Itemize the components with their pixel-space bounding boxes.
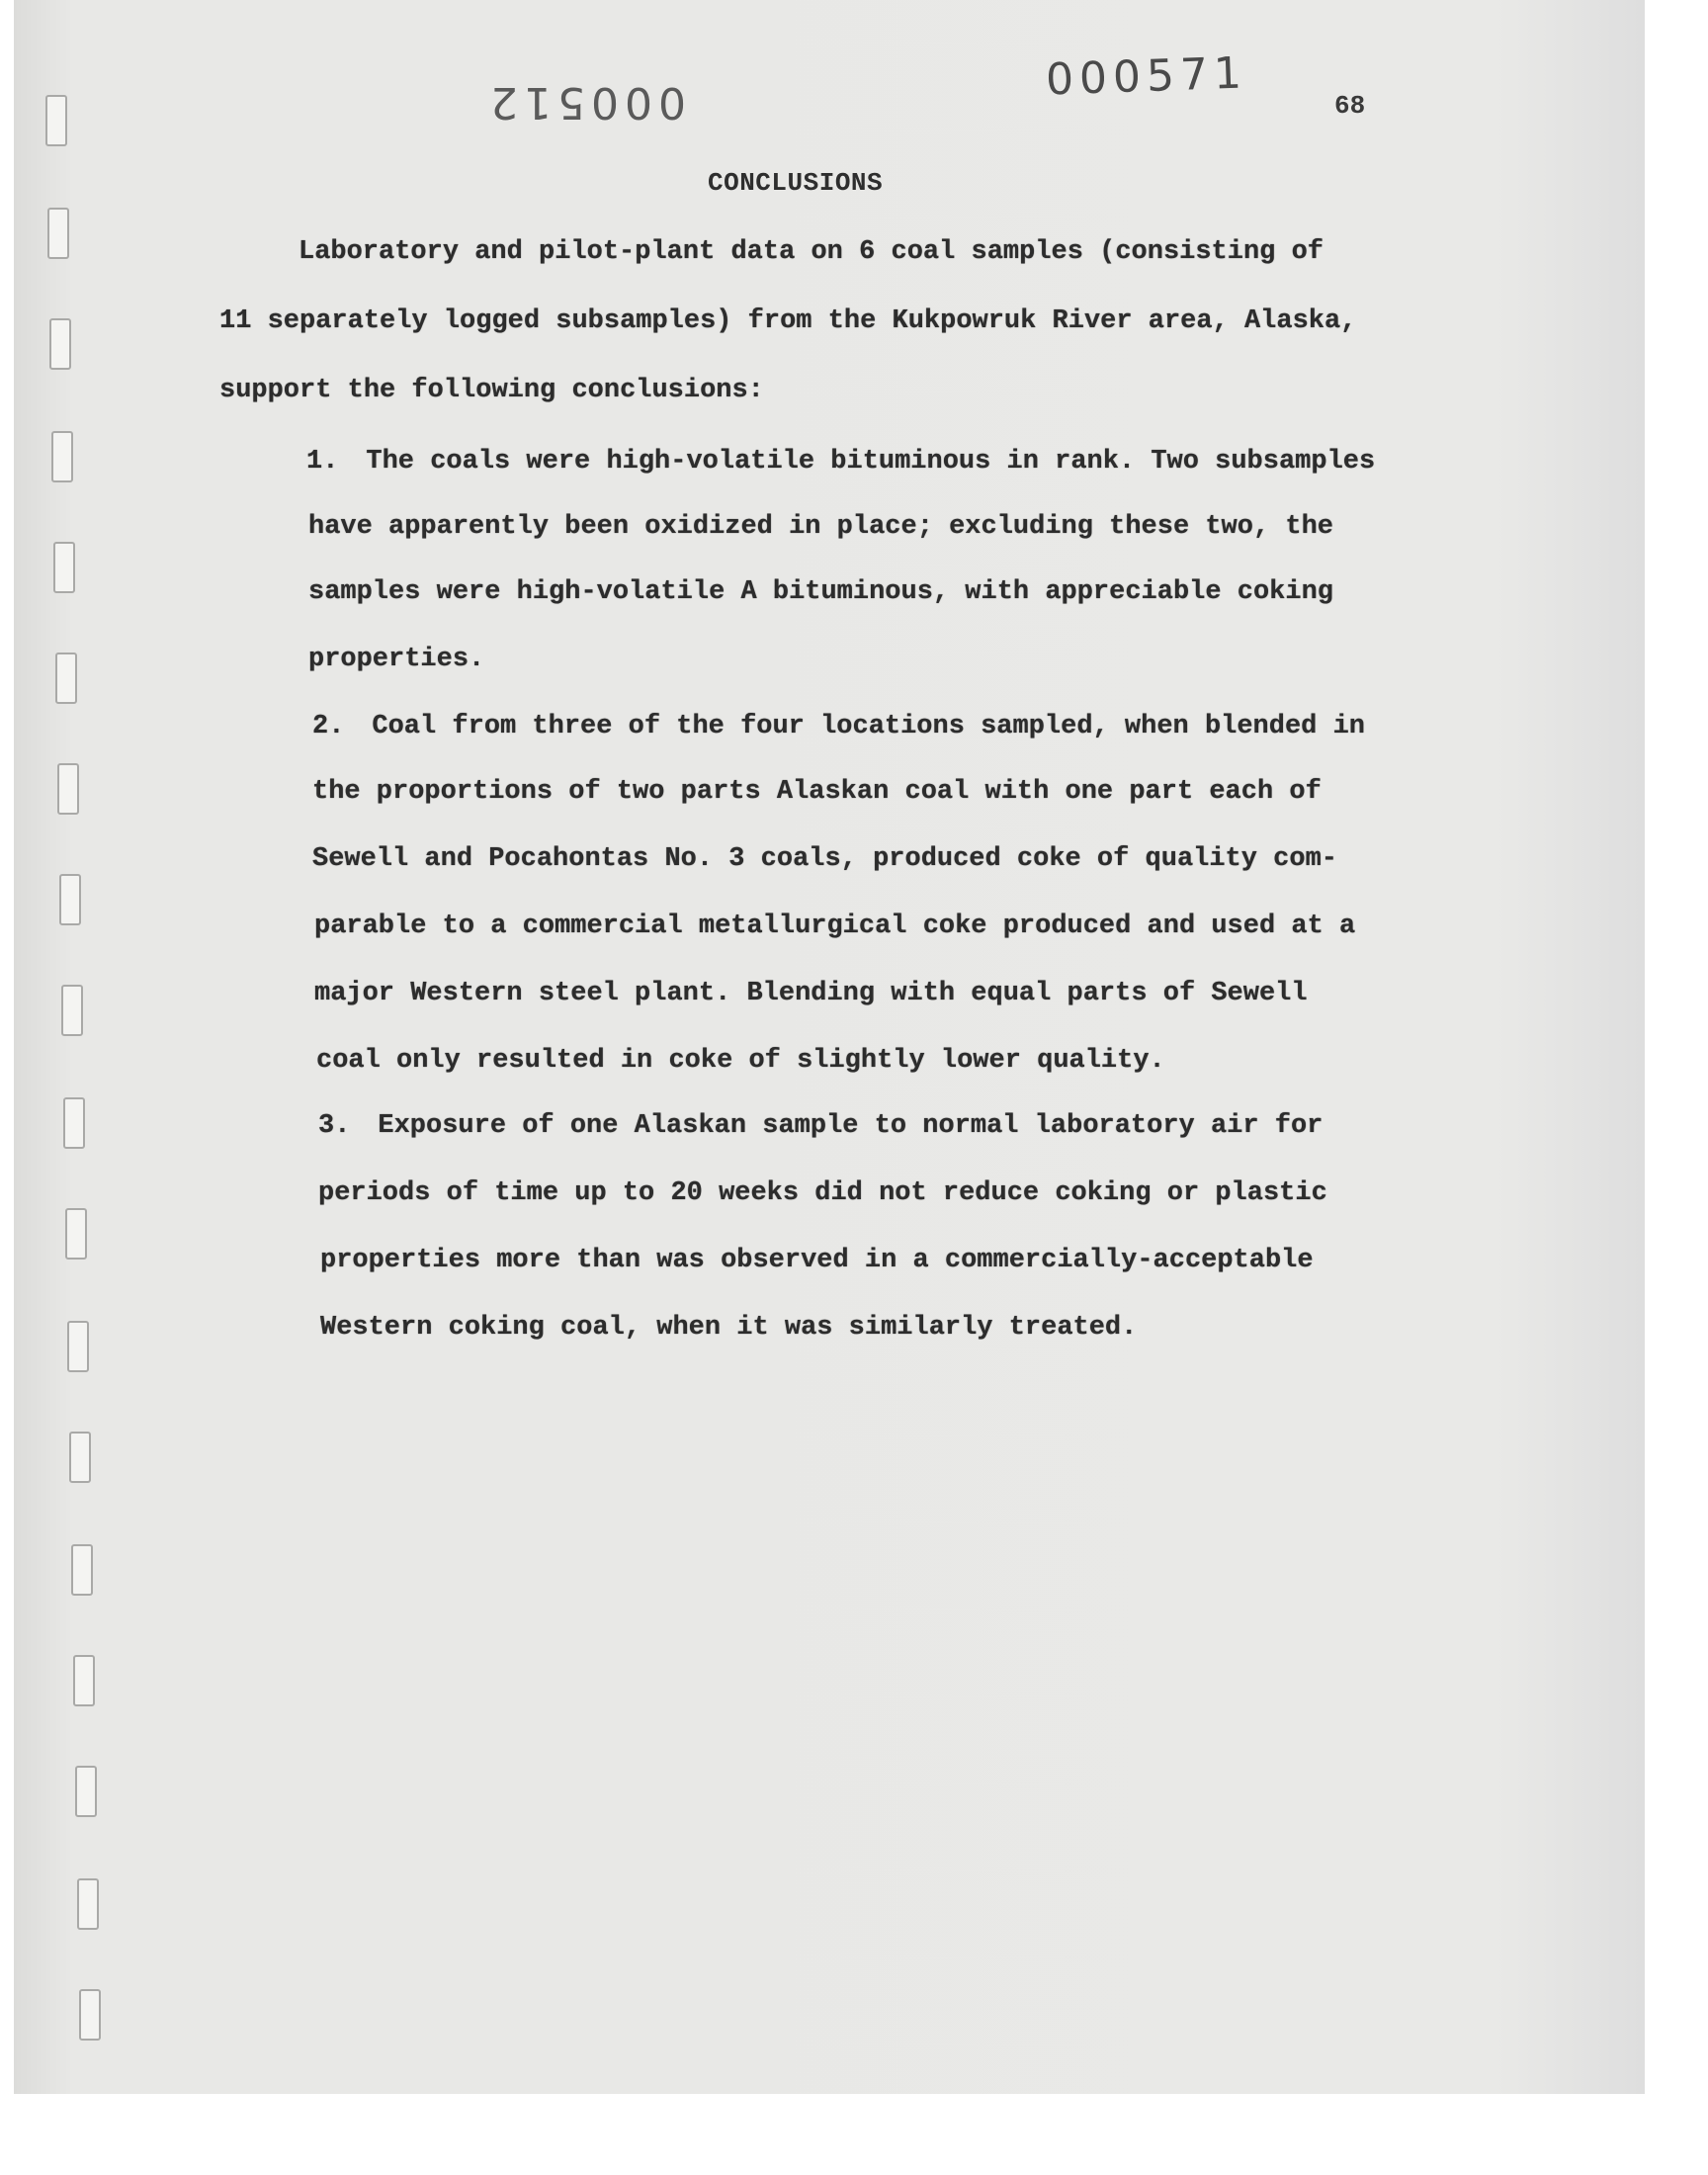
perforation-hole (75, 1766, 97, 1817)
perforation-hole (45, 95, 67, 146)
perforation-hole (53, 542, 75, 593)
intro-line: support the following conclusions: (219, 376, 764, 405)
conclusion-item-line: have apparently been oxidized in place; excluding these two, the (308, 512, 1333, 542)
conclusion-item-1-first-line (306, 447, 1375, 477)
conclusion-item-line: samples were high-volatile A bituminous, with appreciable coking (308, 577, 1333, 607)
perforation-hole (73, 1655, 95, 1706)
intro-line: 11 separately logged subsamples) from the Kukpowruk River area, Alaska, (219, 306, 1357, 336)
conclusion-item-line: major Western steel plant. Blending with equal parts of Sewell (314, 979, 1308, 1008)
conclusion-item-line: the proportions of two parts Alaskan coal with one part each of (312, 777, 1322, 807)
item-number: 1. (306, 447, 339, 477)
conclusion-item-line: properties. (308, 645, 485, 674)
intro-line: Laboratory and pilot-plant data on 6 coal samples (consisting of (299, 237, 1324, 267)
document-id-stamp-inverted: 000512 (484, 77, 686, 128)
conclusion-item-2-first-line (312, 712, 1365, 741)
conclusion-item-3-first-line (318, 1111, 1323, 1141)
perforation-hole (77, 1878, 99, 1930)
perforation-hole (47, 208, 69, 259)
document-id-stamp: 000571 (1045, 47, 1248, 106)
perforation-hole (51, 431, 73, 482)
page-number: 68 (1334, 91, 1366, 121)
perforation-hole (63, 1097, 85, 1149)
perforation-hole (65, 1208, 87, 1260)
conclusion-item-line: properties more than was observed in a commercially-acceptable (320, 1246, 1314, 1275)
item-number: 2. (312, 712, 345, 741)
item-text: The coals were high-volatile bituminous in rank. Two subsamples (366, 447, 1376, 477)
conclusion-item-line: coal only resulted in coke of slightly lower quality. (316, 1046, 1165, 1076)
conclusion-item-line: Sewell and Pocahontas No. 3 coals, produced coke of quality com- (312, 844, 1337, 874)
perforation-hole (61, 985, 83, 1036)
perforation-hole (79, 1989, 101, 2041)
perforation-hole (59, 874, 81, 925)
conclusion-item-line: parable to a commercial metallurgical coke produced and used at a (314, 912, 1356, 941)
item-text: Exposure of one Alaskan sample to normal laboratory air for (378, 1111, 1324, 1141)
conclusion-item-line: periods of time up to 20 weeks did not reduce coking or plastic (318, 1178, 1327, 1208)
perforation-hole (55, 652, 77, 704)
perforation-hole (49, 318, 71, 370)
conclusion-item-line: Western coking coal, when it was similarly treated. (320, 1313, 1138, 1343)
section-heading: CONCLUSIONS (708, 168, 884, 198)
perforation-hole (57, 763, 79, 815)
perforation-hole (69, 1432, 91, 1483)
item-number: 3. (318, 1111, 351, 1141)
perforation-hole (67, 1321, 89, 1372)
perforation-hole (71, 1544, 93, 1596)
item-text: Coal from three of the four locations sampled, when blended in (372, 712, 1365, 741)
